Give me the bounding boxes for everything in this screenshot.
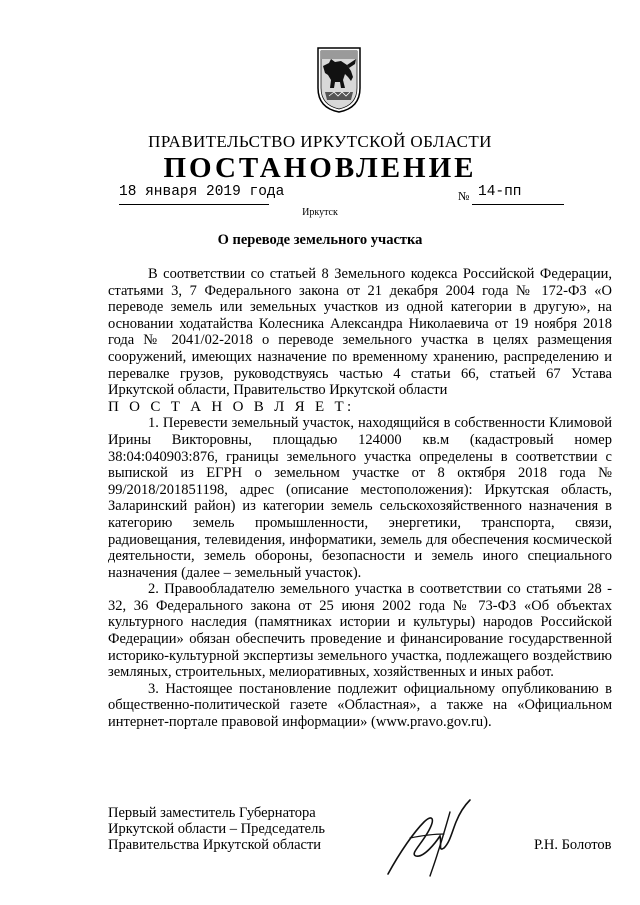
city: Иркутск xyxy=(302,207,338,218)
date-underline xyxy=(119,204,269,205)
handwritten-signature xyxy=(380,792,480,882)
resolves-heading: П О С Т А Н О В Л Я Е Т: xyxy=(108,398,355,415)
item-paragraph: 3. Настоящее постановление подлежит официальному опубликованию в общественно-политической газете «Областная», а также на «Официальном интернет-портале правовой информации» (www.pravo.gov.ru). xyxy=(108,680,612,731)
signatory-name: Р.Н. Болотов xyxy=(534,837,612,853)
item-paragraph: 2. Правообладателю земельного участка в соответствии со статьями 28 - 32, 36 Федерального закона от 25 июня 2002 года № 73-ФЗ «Об объектах культурного наследия (памятниках истории и культуры) народов Российской Федерации» обязан обеспечить проведение и финансирование государственной историко-культурной экспертизы земельного участка, подлежащего воздействию земляных, строительных, мелиоративных, хозяйственных и иных работ. xyxy=(108,581,612,681)
document-type: ПОСТАНОВЛЕНИЕ xyxy=(163,152,477,184)
item-paragraph: 1. Перевести земельный участок, находящийся в собственности Климовой Ирины Викторовны, площадью 124000 кв.м (кадастровый номер 38:04:040903:876, границы земельного участка определены в соответствии с выпиской из ЕГРН о земельном участке от 8 октября 2018 года № 99/2018/201851198, адрес (описание местоположения): Иркутская область, Заларинский район) из категории земель сельскохозяйственного назначения в категорию земель промышленности, энергетики, транспорта, связи, радиовещания, телевидения, информатики, земель для обеспечения космической деятельности, земель обороны, безопасности и земель иного специального назначения (далее – земельный участок). xyxy=(108,415,612,581)
government-name: ПРАВИТЕЛЬСТВО ИРКУТСКОЙ ОБЛАСТИ xyxy=(148,132,492,151)
preamble-paragraph: В соответствии со статьей 8 Земельного кодекса Российской Федерации, статьями 3, 7 Федерального закона от 21 декабря 2004 года № 172-ФЗ «О переводе земель или земельных участков из одной категории в другую», на основании ходатайства Колесника Александра Николаевича от 19 ноября 2018 года № 2041/02-2018 о переводе земельного участка в целях размещения сооружений, имеющих назначение по временному хранению, распределению и перевалке грузов, руководствуясь частью 4 статьи 66, статьей 67 Устава Иркутской области, Правительство Иркутской области xyxy=(108,266,612,399)
signatory-position xyxy=(108,805,325,853)
document-body xyxy=(108,266,612,731)
signatory-position-line: Правительства Иркутской области xyxy=(108,837,322,853)
signatory-position-line: Первый заместитель Губернатора xyxy=(108,805,316,821)
number-label: № xyxy=(458,189,470,203)
document-title: О переводе земельного участка xyxy=(217,232,423,248)
document-date: 18 января 2019 года xyxy=(119,184,285,200)
number-underline xyxy=(472,204,564,205)
signatory-position-line: Иркутской области – Председатель xyxy=(108,821,325,837)
irkutsk-coat-of-arms-icon xyxy=(316,44,362,114)
document-number: 14-пп xyxy=(478,184,522,200)
